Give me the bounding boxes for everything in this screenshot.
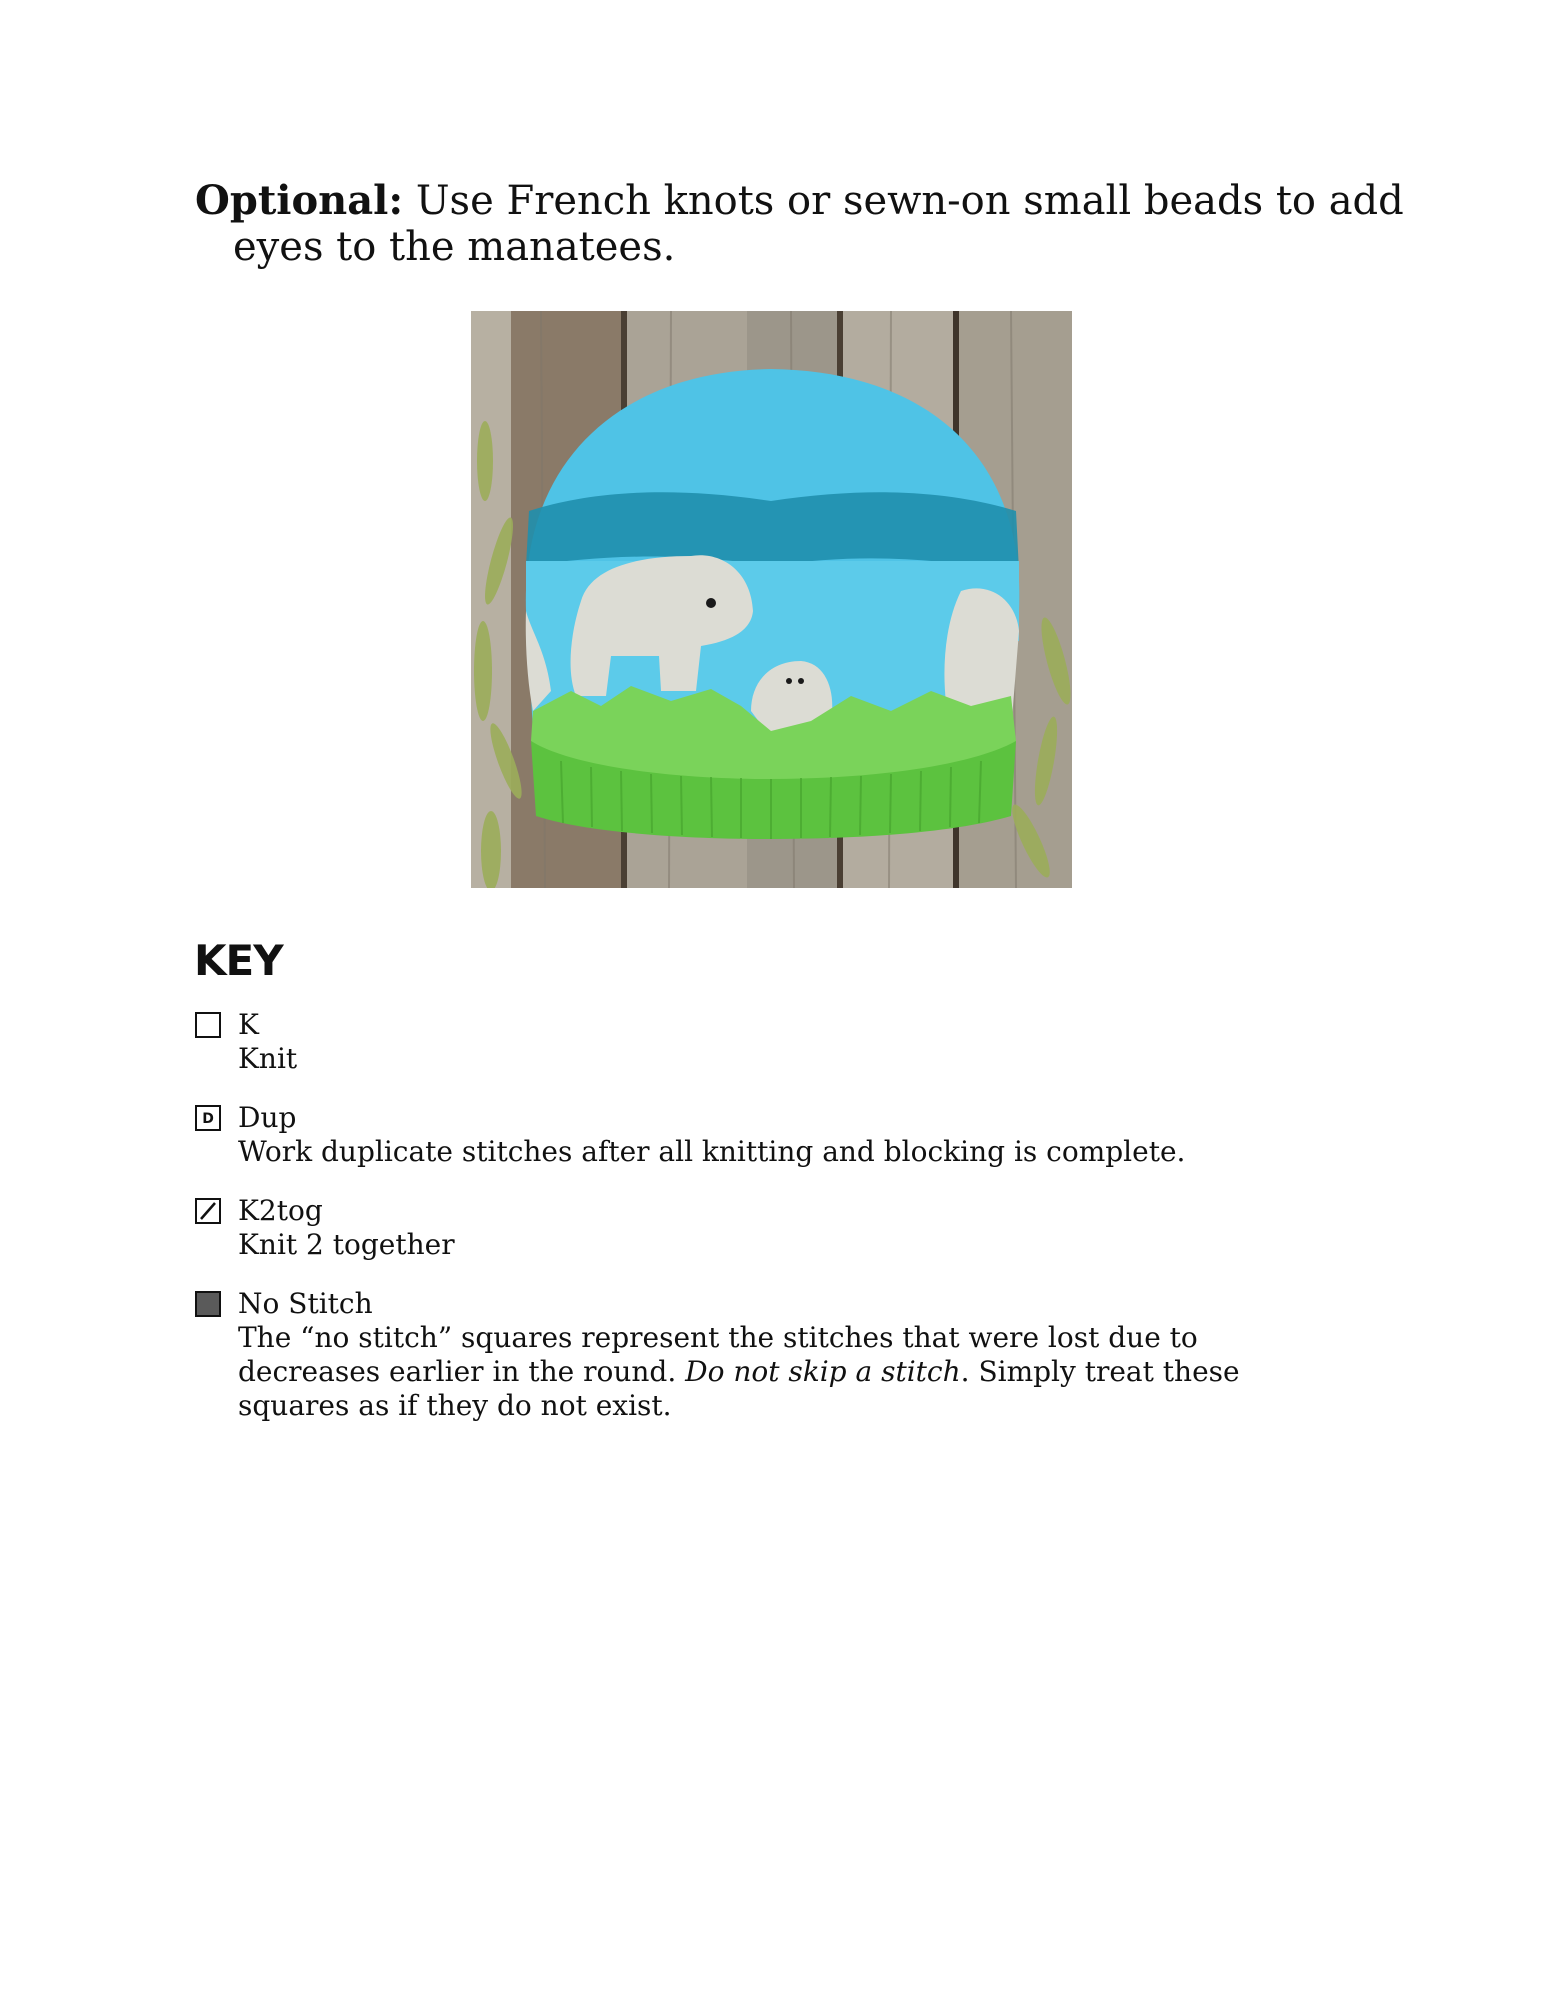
key-desc [238,1321,1348,1423]
empty-square-icon [195,1012,221,1038]
key-heading: KEY [194,936,283,985]
optional-text: Use French knots or sewn-on small beads to add eyes to the manatees. [233,178,1404,270]
key-desc: Knit 2 together [238,1228,455,1261]
slash-square-icon [195,1198,221,1224]
key-abbr: K [238,1008,259,1041]
key-desc-emphasis: Do not skip a stitch [685,1355,961,1388]
filled-square-icon [195,1291,221,1317]
key-desc: Work duplicate stitches after all knitting and blocking is complete. [238,1135,1186,1168]
optional-note [195,178,1413,270]
d-square-icon [195,1105,221,1131]
key-abbr: No Stitch [238,1287,373,1320]
key-desc-part: . Simply treat these squares as if they do not exist. [238,1355,1240,1422]
key-abbr: Dup [238,1101,297,1134]
optional-label: Optional: [195,177,404,224]
key-abbr: K2tog [238,1194,323,1227]
hat-photo [471,311,1072,888]
key-desc-part: The “no stitch” squares represent the stitches that were lost due to decreases earlier in the round. [238,1321,1198,1388]
symbol-letter: D [202,1111,214,1127]
key-desc: Knit [238,1042,298,1075]
